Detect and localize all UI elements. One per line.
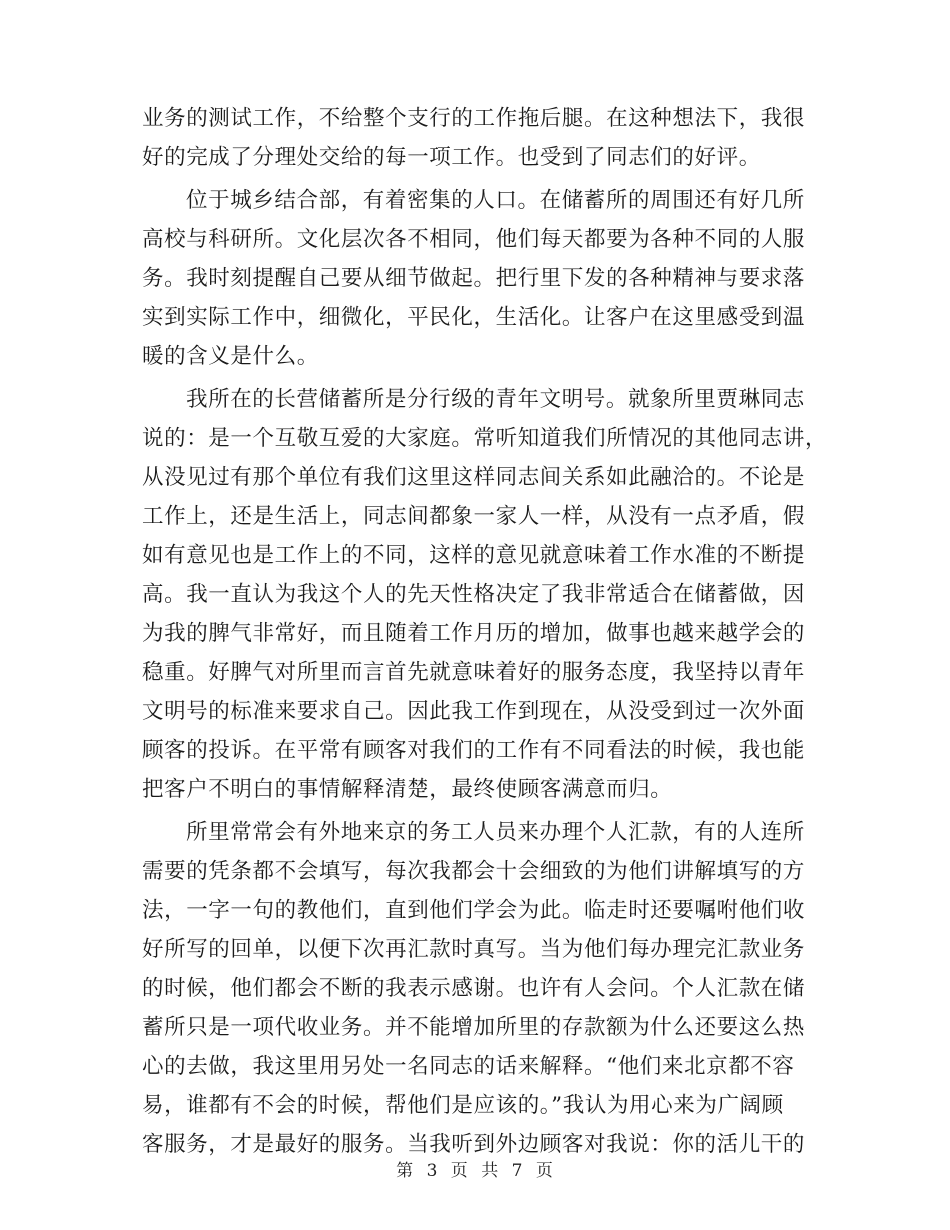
text-line: 暖的含义是什么。 bbox=[142, 344, 319, 369]
text-line: 蓄所只是一项代收业务。并不能增加所里的存款额为什么还要这么热 bbox=[142, 1015, 806, 1040]
total-pages-number: 7 bbox=[511, 1161, 524, 1181]
text-line: 文明号的标准来要求自己。因此我工作到现在，从没受到过一次外面 bbox=[142, 699, 806, 724]
text-line: 工作上，还是生活上，同志间都象一家人一样，从没有一点矛盾，假 bbox=[142, 504, 806, 529]
page-label-prefix: 第 bbox=[396, 1161, 415, 1181]
text-line: 务。我时刻提醒自己要从细节做起。把行里下发的各种精神与要求落 bbox=[142, 266, 806, 291]
text-line: 需要的凭条都不会填写，每次我都会十会细致的为他们讲解填写的方 bbox=[142, 859, 806, 884]
text-line: 说的：是一个互敬互爱的大家庭。常听知道我们所情况的其他同志讲， bbox=[142, 426, 828, 451]
text-line: 高。我一直认为我这个人的先天性格决定了我非常适合在储蓄做，因 bbox=[142, 582, 806, 607]
current-page-number: 3 bbox=[426, 1161, 439, 1181]
page-label-mid: 页 bbox=[450, 1161, 469, 1181]
text-line: 为我的脾气非常好，而且随着工作月历的增加，做事也越来越学会的 bbox=[142, 621, 806, 646]
text-line: 稳重。好脾气对所里而言首先就意味着好的服务态度，我坚持以青年 bbox=[142, 660, 806, 685]
paragraph-first-line: 位于城乡结合部，有着密集的人口。在储蓄所的周围还有好几所 bbox=[186, 188, 805, 213]
text-line: 业务的测试工作，不给整个支行的工作拖后腿。在这种想法下，我很 bbox=[142, 106, 806, 131]
text-line: 好所写的回单，以便下次再汇款时真写。当为他们每办理完汇款业务 bbox=[142, 937, 806, 962]
page-label-suffix: 页 bbox=[535, 1161, 554, 1181]
text-line: 顾客的投诉。在平常有顾客对我们的工作有不同看法的时候，我也能 bbox=[142, 738, 806, 763]
paragraph-first-line: 所里常常会有外地来京的务工人员来办理个人汇款，有的人连所 bbox=[186, 820, 805, 845]
total-label: 共 bbox=[481, 1161, 500, 1181]
text-line: 法，一字一句的教他们，直到他们学会为此。临走时还要嘱咐他们收 bbox=[142, 898, 806, 923]
text-line: 如有意见也是工作上的不同，这样的意见就意味着工作水准的不断提 bbox=[142, 543, 806, 568]
page-footer bbox=[0, 1156, 950, 1181]
text-line: 的时候，他们都会不断的我表示感谢。也许有人会问。个人汇款在储 bbox=[142, 976, 806, 1001]
text-line: 高校与科研所。文化层次各不相同，他们每天都要为各种不同的人服 bbox=[142, 227, 806, 252]
text-line: 把客户不明白的事情解释清楚，最终使顾客满意而归。 bbox=[142, 777, 673, 802]
text-line: 好的完成了分理处交给的每一项工作。也受到了同志们的好评。 bbox=[142, 145, 761, 170]
text-line: 实到实际工作中，细微化，平民化，生活化。让客户在这里感受到温 bbox=[142, 305, 806, 330]
text-line: 心的去做，我这里用另处一名同志的话来解释。“他们来北京都不容 bbox=[142, 1054, 795, 1079]
text-line: 易，谁都有不会的时候，帮他们是应该的。”我认为用心来为广阔顾 bbox=[142, 1093, 784, 1118]
paragraph-first-line: 我所在的长营储蓄所是分行级的青年文明号。就象所里贾琳同志 bbox=[186, 387, 805, 412]
text-line: 客服务，才是最好的服务。当我听到外边顾客对我说：你的活儿干的 bbox=[142, 1132, 806, 1157]
text-line: 从没见过有那个单位有我们这里这样同志间关系如此融洽的。不论是 bbox=[142, 465, 806, 490]
